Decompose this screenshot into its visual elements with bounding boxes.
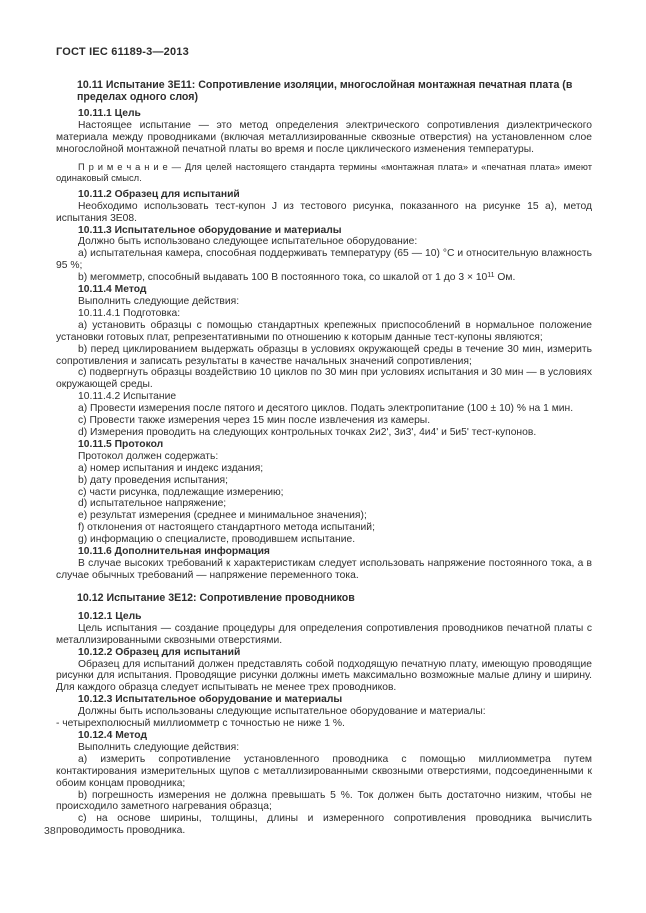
paragraph: с) части рисунка, подлежащие измерению; (78, 486, 284, 498)
subsection-heading: 10.11.4 Метод (78, 284, 147, 296)
paragraph: Выполнить следующие действия: (78, 741, 240, 753)
paragraph: Протокол должен содержать: (78, 450, 219, 462)
paragraph: Должно быть использовано следующее испытательное оборудование: (78, 236, 418, 248)
paragraph: b) мегомметр, способный выдавать 100 В постоянного тока, со шкалой от 1 до $3 \times 10^{11}$ Ом. (78, 272, 516, 284)
paragraph: Необходимо использовать тест-купон J из тестового рисунка, показанного на рисунке 15 а), метод испытания 3Е08. (56, 200, 592, 224)
document-body (56, 79, 592, 837)
paragraph: с) на основе ширины, толщины, длины и измеренного сопротивления проводника вычислить проводимость проводника. (56, 813, 592, 837)
paragraph: f) отклонения от настоящего стандартного метода испытаний; (78, 522, 375, 534)
paragraph: с) Провести также измерения через 15 мин после извлечения из камеры. (78, 415, 431, 427)
note: П р и м е ч а н и е — Для целей настоящего стандарта термины «монтажная плата» и «печатная плата» имеют одинаковый смысл. (56, 161, 592, 184)
subsection-heading: 10.11.2 Образец для испытаний (78, 188, 240, 200)
paragraph: с) подвергнуть образцы воздействию 10 циклов по 30 мин при условиях испытания и 30 мин — в условиях окружающей среды. (56, 367, 592, 391)
paragraph: Выполнить следующие действия: (78, 296, 240, 307)
paragraph: Цель испытания — создание процедуры для определения сопротивления проводников печатной платы с металлизированными сквозными отверстиями. (56, 622, 592, 646)
paragraph: Образец для испытаний должен представлять собой подходящую печатную плату, имеющую проводящие рисунки для испытания. Проводящие рисунки должны иметь максимально возможные малые длину и ширину. Для каждого образца следует испытывать не менее трех проводников. (56, 658, 592, 694)
page-number: 38 (44, 825, 56, 837)
paragraph: а) Провести измерения после пятого и десятого циклов. Подать электропитание (100 ± 10) % на 1 мин. (78, 403, 574, 415)
subsection-heading: 10.11.5 Протокол (78, 438, 164, 450)
paragraph: b) перед циклированием выдержать образцы в условиях окружающей среды в течение 30 мин, измерить сопротивления и записать результаты в качестве начальных значений сопротивления; (56, 343, 592, 367)
paragraph: - четырехполюсный миллиомметр с точностью не ниже 1 %. (56, 718, 345, 730)
paragraph: d) Измерения проводить на следующих контрольных точках 2и2', 3и3', 4и4' и 5и5' тест-купонов. (78, 426, 537, 438)
paragraph: е) результат измерения (среднее и минимальное значения); (78, 510, 367, 522)
section-heading: 10.11 Испытание 3Е11: Сопротивление изоляции, многослойная монтажная печатная плата (в пределах одного слоя) (77, 79, 573, 104)
paragraph: d) испытательное напряжение; (78, 498, 227, 510)
subsection-heading: 10.12.1 Цель (78, 610, 142, 622)
paragraph: а) испытательная камера, способная поддерживать температуру (65 — 10) °С и относительную влажность 95 %; (56, 248, 592, 272)
paragraph: 10.11.4.2 Испытание (78, 391, 177, 403)
paragraph: Должны быть использованы следующие испытательное оборудование и материалы: (78, 706, 486, 718)
superscript: 11 (487, 272, 495, 280)
paragraph: Настоящее испытание — это метод определения электрического сопротивления диэлектрического материала между проводниками (включая металлизированные сквозные отверстия) на установленном слое многослойной монтажной печатной платы во время и после циклического изменения температуры. (56, 120, 592, 156)
subsection-heading: 10.11.6 Дополнительная информация (78, 546, 270, 558)
subsection-heading: 10.11.3 Испытательное оборудование и материалы (78, 224, 342, 236)
paragraph: а) номер испытания и индекс издания; (78, 462, 264, 474)
paragraph: а) установить образцы с помощью стандартных крепежных приспособлений в нормальное положение установки готовых плат, репрезентативными по отношению к которым данные тест-купоны являются; (56, 319, 592, 343)
paragraph: а) измерить сопротивление установленного проводника с помощью миллиомметра путем контактирования измерительных щупов с металлизированными сквозными отверстиями, подсоединенными к обоим концам проводника; (56, 753, 592, 789)
paragraph: 10.11.4.1 Подготовка: (78, 307, 181, 319)
running-header: ГОСТ IEC 61189-3—2013 (56, 46, 189, 58)
paragraph: В случае высоких требований к характеристикам следует использовать напряжение постоянного тока, а в случае обычных требований — напряжение переменного тока. (56, 557, 592, 581)
section-heading: 10.12 Испытание 3Е12: Сопротивление проводников (77, 591, 355, 604)
subsection-heading: 10.12.3 Испытательное оборудование и материалы (78, 694, 343, 706)
paragraph: b) дату проведения испытания; (78, 474, 228, 486)
subsection-heading: 10.12.4 Метод (78, 730, 147, 742)
subsection-heading: 10.12.2 Образец для испытаний (78, 646, 241, 658)
paragraph: b) погрешность измерения не должна превышать 5 %. Ток должен быть достаточно низким, чтобы не происходило заметного нагревания образца; (56, 789, 592, 813)
subsection-heading: 10.11.1 Цель (78, 108, 141, 120)
paragraph: g) информацию о специалисте, проводившем испытание. (78, 534, 356, 546)
